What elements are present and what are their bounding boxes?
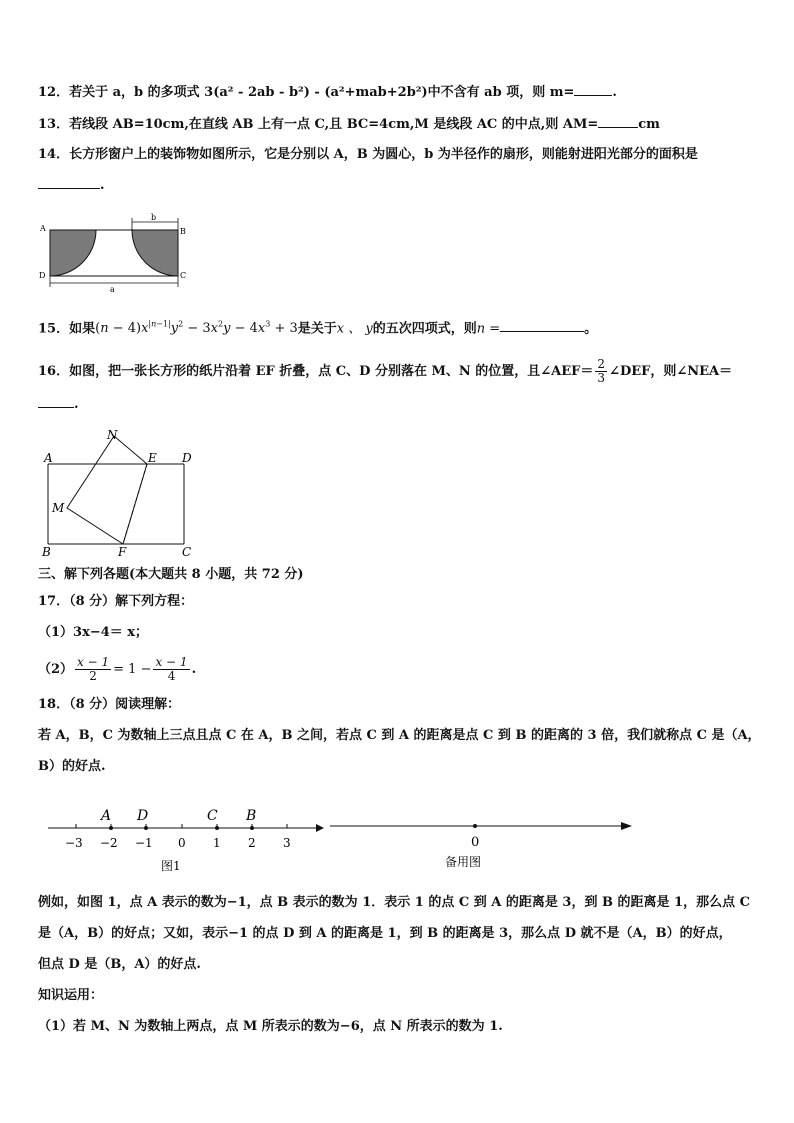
question-16: 16．如图，把一张长方形的纸片沿着 EF 折叠，点 C、D 分别落在 M、N 的位置，且∠AEF＝ $\frac{2}{3}$ ∠DEF，则∠NEA＝ (38, 357, 733, 385)
paragraph-definition: 若 A，B，C 为数轴上三点且点 C 在 A，B 之间，若点 C 到 A 的距离是点 C 到 B 的距离的 3 倍，我们就称点 C 是（A， (38, 728, 761, 743)
svg-text:−2: −2 (100, 836, 118, 850)
question-14-answer-line: . (38, 176, 105, 195)
label-a-point: A (40, 224, 46, 233)
answer-blank[interactable] (38, 395, 74, 408)
example-line-1: 例如，如图 1，点 A 表示的数为−1，点 B 表示的数为 1．表示 1 的点 C 到 A 的距离是 3，到 B 的距离是 1，那么点 C (38, 895, 750, 910)
question-number: 12． (38, 85, 70, 100)
label-b-length: b (151, 213, 157, 222)
point-b-label: B (246, 808, 257, 824)
svg-text:B: B (42, 545, 51, 559)
question-17-part-2: （2） $\frac{x - 1}{2}$ = 1 − $\frac{x - 1}{4}$ . (38, 655, 197, 683)
label-b-point: B (180, 227, 186, 236)
example-line-2: 是（A，B）的好点；又如，表示−1 的点 D 到 A 的距离是 1，到 B 的距离是 3，那么点 D 就不是（A，B）的好点， (38, 926, 732, 941)
zero-label: 0 (471, 835, 480, 850)
answer-blank[interactable] (38, 176, 100, 189)
example-line-3: 但点 D 是（B，A）的好点. (38, 957, 201, 972)
svg-text:M: M (52, 501, 65, 515)
svg-text:0: 0 (178, 836, 186, 850)
answer-blank[interactable] (574, 83, 612, 96)
question-text: 如图，把一张长方形的纸片沿着 EF 折叠，点 C、D 分别落在 M、N 的位置，且∠AEF＝ (69, 364, 594, 379)
label-c-point: C (180, 271, 187, 280)
question-text: 长方形窗户上的装饰物如图所示，它是分别以 A，B 为圆心，b 为半径作的扇形，则能射进阳光部分的面积是 (69, 147, 698, 162)
question-13: 13．若线段 AB=10cm,在直线 AB 上有一点 C,且 BC=4cm,M 是线段 AC 的中点,则 AM= cm (38, 117, 660, 132)
question-17-part-1: （1）3x−4＝ x； (38, 625, 149, 640)
answer-blank[interactable] (500, 319, 584, 332)
paragraph-definition-end: B）的好点. (38, 759, 106, 774)
question-12: 12．若关于 a，b 的多项式 3(a² - 2ab - b²) - (a²+mab+2b²)中不含有 ab 项，则 m= . (38, 85, 617, 100)
knowledge-part-1: （1）若 M、N 为数轴上两点，点 M 所表示的数为−6，点 N 所表示的数为 1. (38, 1019, 503, 1034)
svg-text:C: C (182, 545, 192, 559)
point-a-label: A (101, 808, 112, 824)
figure-1-caption: 图1 (161, 859, 181, 873)
section-heading: 三、解下列各题(本大题共 8 小题，共 72 分) (38, 567, 304, 582)
point-d-label: D (137, 808, 149, 824)
svg-text:A: A (44, 451, 53, 465)
question-16-answer-line: . (38, 395, 79, 414)
label-d-point: D (39, 271, 46, 280)
svg-text:3: 3 (283, 836, 291, 850)
point-c-label: C (207, 808, 218, 824)
number-line-figure-1 (40, 800, 330, 880)
question-number: 16． (38, 364, 70, 379)
question-number: 13． (38, 117, 70, 132)
svg-text:2: 2 (248, 836, 256, 850)
question-text: 若线段 AB=10cm,在直线 AB 上有一点 C,且 BC=4cm,M 是线段 AC 的中点,则 AM= (69, 117, 599, 132)
question-15: 15．如果$(n - 4)x^{|n-1|}y^2 - 3x^2y - 4x^3 + 3$是关于x 、 y的五次四项式，则n = 。 (38, 320, 598, 337)
question-number: 15． (38, 321, 70, 337)
answer-blank[interactable] (598, 115, 638, 128)
svg-text:1: 1 (213, 836, 221, 850)
knowledge-heading: 知识运用： (38, 988, 104, 1003)
svg-text:N: N (107, 428, 118, 442)
number-line-backup-figure (325, 800, 640, 880)
svg-text:F: F (118, 545, 127, 559)
window-sector-figure (36, 212, 196, 294)
svg-text:E: E (148, 451, 157, 465)
svg-text:−1: −1 (135, 836, 153, 850)
question-14 (38, 146, 698, 164)
question-number: 14． (38, 147, 70, 162)
backup-figure-caption: 备用图 (445, 855, 482, 869)
fold-rectangle-figure (36, 424, 206, 559)
svg-text:D: D (182, 451, 192, 465)
label-a-length: a (110, 285, 115, 294)
question-18: 18．（8 分）阅读理解： (38, 697, 181, 712)
question-17: 17．（8 分）解下列方程： (38, 594, 194, 609)
svg-text:−3: −3 (65, 836, 83, 850)
question-text: 若关于 a，b 的多项式 3(a² - 2ab - b²) - (a²+mab+2b²)中不含有 ab 项，则 m= (69, 85, 575, 100)
